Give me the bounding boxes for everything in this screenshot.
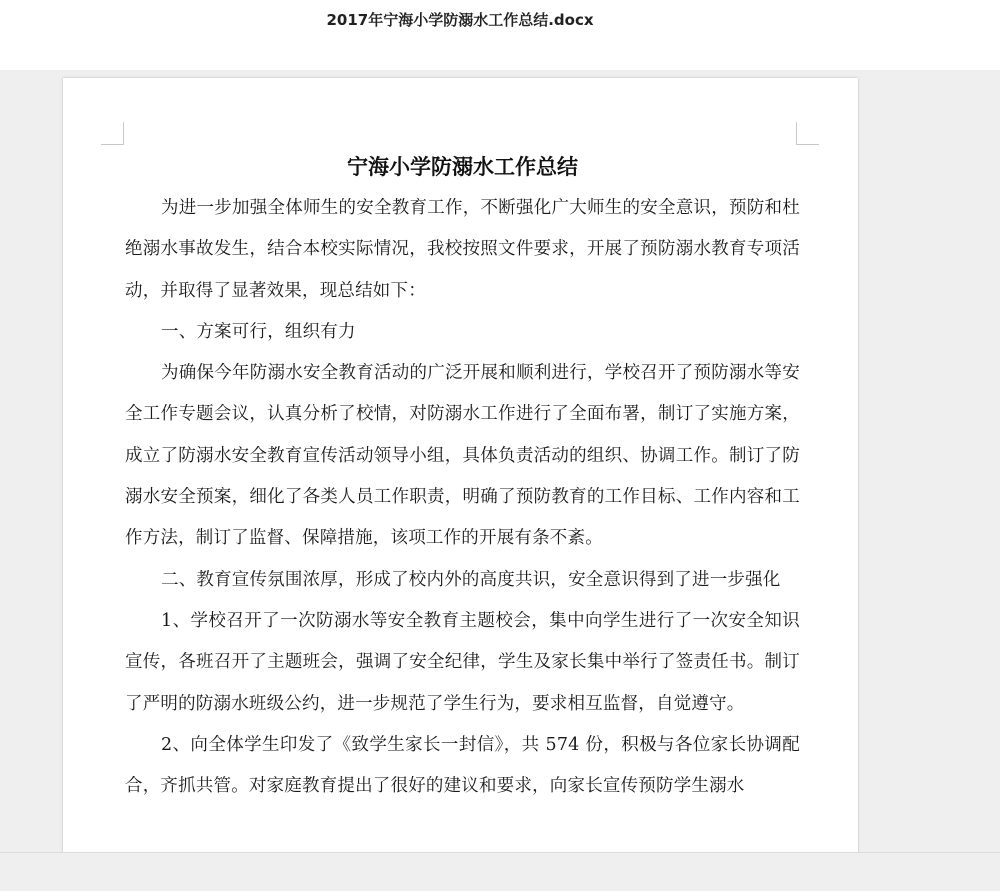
page-margin-corner-top-right <box>796 122 819 145</box>
section-heading-2: 二、教育宣传氛围浓厚，形成了校内外的高度共识，安全意识得到了进一步强化 <box>161 569 781 590</box>
page-content <box>125 150 800 807</box>
title-bar <box>0 0 1000 70</box>
page-margin-corner-top-left <box>101 122 124 145</box>
paragraph-item-2: 2、向全体学生印发了《致学生家长一封信》，共 574 份，积极与各位家长协调配合，齐抓共管。对家庭教育提出了很好的建议和要求，向家长宣传预防学生溺水 <box>125 734 800 797</box>
document-page <box>63 78 858 890</box>
paragraph-section-1: 为确保今年防溺水安全教育活动的广泛开展和顺利进行，学校召开了预防溺水等安全工作专题会议，认真分析了校情，对防溺水工作进行了全面布署，制订了实施方案，成立了防溺水安全教育宣传活动领导小组，具体负责活动的组织、协调工作。制订了防溺水安全预案，细化了各类人员工作职责，明确了预防教育的工作目标、工作内容和工作方法，制订了监督、保障措施，该项工作的开展有条不紊。 <box>125 363 800 549</box>
document-viewer[interactable] <box>0 70 1000 890</box>
bottom-bar <box>0 852 1000 891</box>
paragraph-intro: 为进一步加强全体师生的安全教育工作，不断强化广大师生的安全意识，预防和杜绝溺水事故发生，结合本校实际情况，我校按照文件要求，开展了预防溺水教育专项活动，并取得了显著效果，现总结如下： <box>125 198 800 301</box>
section-heading-1: 一、方案可行，组织有力 <box>161 321 356 342</box>
paragraph-item-1: 1、学校召开了一次防溺水等安全教育主题校会，集中向学生进行了一次安全知识宣传，各班召开了主题班会，强调了安全纪律，学生及家长集中举行了签责任书。制订了严明的防溺水班级公约，进一步规范了学生行为，要求相互监督，自觉遵守。 <box>125 610 800 714</box>
document-file-name: 2017年宁海小学防溺水工作总结.docx <box>326 11 594 29</box>
document-heading: 宁海小学防溺水工作总结 <box>347 154 578 179</box>
